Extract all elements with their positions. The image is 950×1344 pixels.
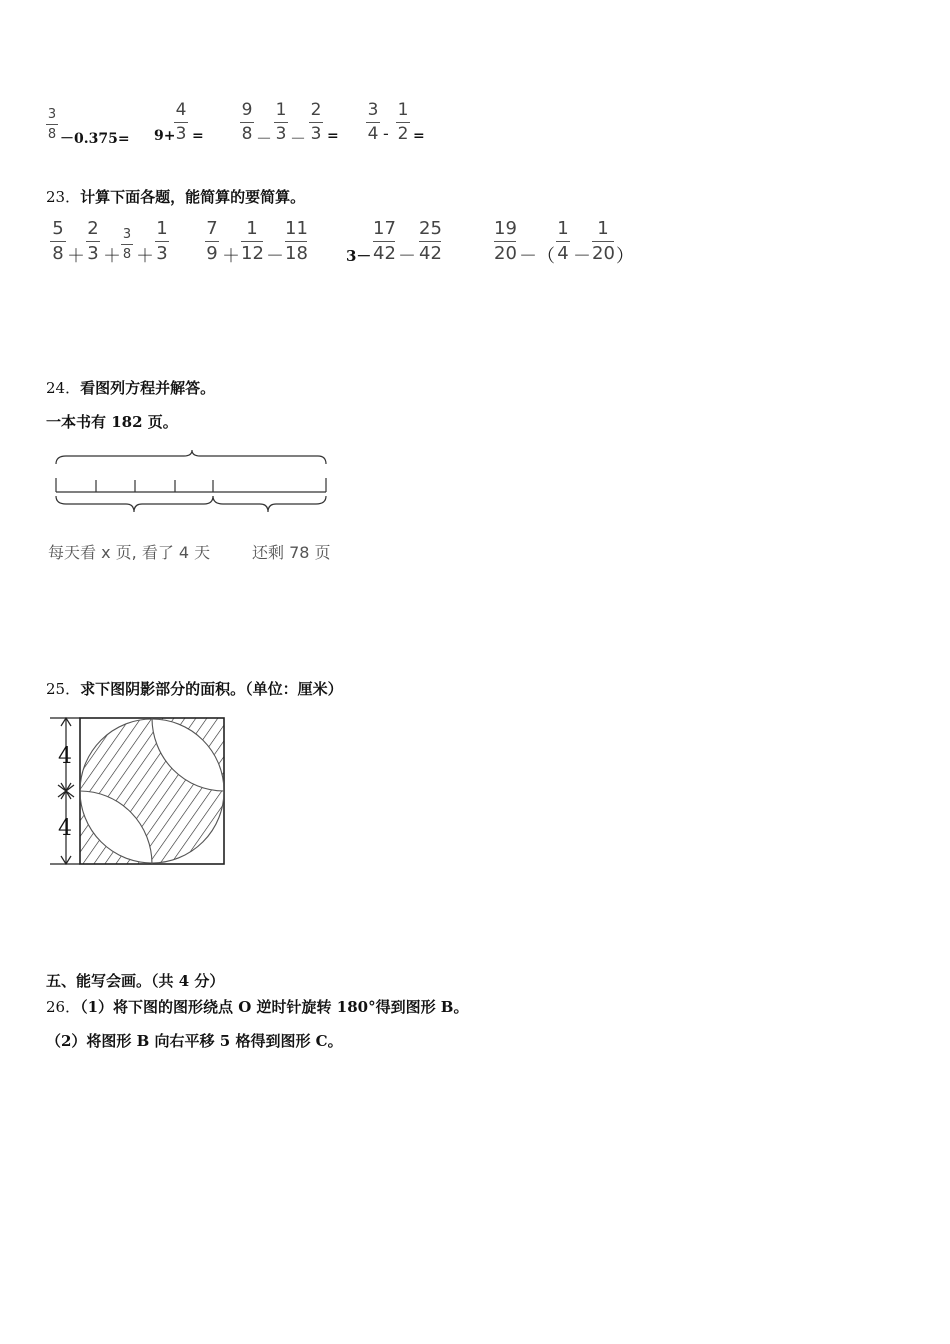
operator: －	[573, 246, 591, 267]
operator: -	[383, 124, 389, 143]
expression-text: －0.375=	[60, 131, 130, 147]
fraction: 2 3	[87, 218, 99, 264]
fraction: 11 18	[285, 218, 308, 264]
section-5-title: 五、能写会画。（共 4 分）	[46, 972, 225, 990]
operator: ）	[616, 246, 634, 267]
question-25-title: 25．求下图阴影部分的面积。（单位：厘米）	[46, 680, 343, 698]
line-segment-diagram	[46, 446, 346, 526]
fraction: 2 3	[310, 100, 322, 144]
operator: ＋	[67, 246, 85, 267]
fraction: 19 20	[494, 218, 517, 264]
equals-sign: =	[192, 128, 204, 144]
diagram-label-read: 每天看 x 页, 看了 4 天	[48, 543, 211, 562]
operator: －	[266, 246, 284, 267]
fraction: 3 8	[47, 107, 57, 142]
operator: ＋	[222, 246, 240, 267]
read-brace	[56, 496, 213, 512]
expression-text: 9+	[154, 128, 176, 144]
fraction: 3 4	[367, 100, 379, 144]
fraction: 1 2	[397, 100, 409, 144]
diagram-label-remaining: 还剩 78 页	[252, 543, 331, 562]
line-ticks	[56, 478, 326, 492]
expression-text: 3－	[346, 247, 372, 265]
operator: －	[256, 129, 273, 148]
equals-sign: =	[327, 128, 339, 144]
operator: －	[290, 129, 307, 148]
remaining-brace	[213, 496, 326, 512]
fraction: 25 42	[419, 218, 442, 264]
equals-sign: =	[413, 128, 425, 144]
operator: ＋	[103, 246, 121, 267]
shaded-area-figure	[46, 712, 232, 872]
operator: －	[398, 246, 416, 267]
fraction: 9 8	[241, 100, 253, 144]
total-brace	[56, 450, 326, 464]
question-24-line: 一本书有 182 页。	[46, 413, 178, 431]
fraction: 5 8	[50, 220, 66, 263]
question-26-part1: 26．（1）将下图的图形绕点 O 逆时针旋转 180°得到图形 B。	[46, 998, 469, 1016]
fraction: 1 20	[592, 218, 615, 264]
operator: －（	[519, 246, 555, 267]
fraction: 7 9	[206, 218, 218, 264]
question-24-title: 24．看图列方程并解答。	[46, 379, 216, 397]
fraction: 3 8	[122, 227, 132, 262]
question-26-part2: （2）将图形 B 向右平移 5 格得到图形 C。	[46, 1032, 343, 1050]
dimension-lines	[50, 718, 80, 864]
question-23-title: 23．计算下面各题，能简算的要简算。	[46, 188, 306, 206]
fraction: 4 3	[175, 100, 187, 144]
fraction: 1 12	[241, 218, 264, 264]
dimension-label-top: 4	[58, 744, 72, 769]
operator: ＋	[136, 246, 154, 267]
fraction: 1 4	[557, 218, 569, 264]
fraction: 17 42	[373, 218, 396, 264]
fraction: 1 3	[156, 218, 168, 264]
fraction: 1 3	[275, 100, 287, 144]
dimension-label-bottom: 4	[58, 816, 72, 841]
